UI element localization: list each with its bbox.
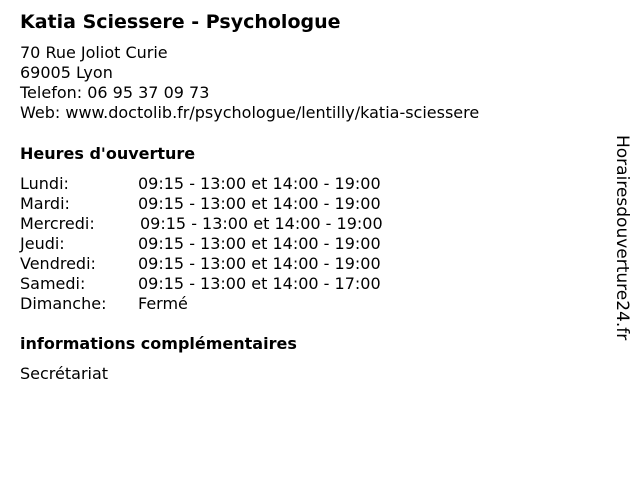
day-label: Jeudi: [20, 234, 65, 253]
site-watermark: Horairesdouverture24.fr [612, 135, 632, 341]
hours-row-friday [20, 254, 440, 274]
website-link[interactable]: Web: www.doctolib.fr/psychologue/lentilly/katia-sciessere [20, 103, 480, 122]
additional-info-heading: informations complémentaires [20, 334, 297, 353]
hours-row-thursday [20, 234, 440, 254]
opening-hours-table [20, 174, 440, 314]
additional-info-text: Secrétariat [20, 364, 109, 383]
hours-row-tuesday [20, 194, 440, 214]
time-value: 09:15 - 13:00 et 14:00 - 17:00 [138, 274, 381, 293]
street-address: 70 Rue Joliot Curie [20, 43, 168, 62]
phone-number: Telefon: 06 95 37 09 73 [20, 83, 210, 102]
time-value: 09:15 - 13:00 et 14:00 - 19:00 [138, 234, 381, 253]
day-label: Samedi: [20, 274, 86, 293]
day-label: Mercredi: [20, 214, 95, 233]
city-postcode: 69005 Lyon [20, 63, 113, 82]
time-value: Fermé [138, 294, 188, 313]
opening-hours-heading: Heures d'ouverture [20, 144, 196, 163]
hours-row-sunday [20, 294, 440, 314]
time-value: 09:15 - 13:00 et 14:00 - 19:00 [138, 194, 381, 213]
day-label: Vendredi: [20, 254, 96, 273]
hours-row-wednesday [20, 214, 440, 234]
contact-info [20, 43, 479, 123]
time-value: 09:15 - 13:00 et 14:00 - 19:00 [138, 254, 381, 273]
time-value: 09:15 - 13:00 et 14:00 - 19:00 [140, 214, 383, 233]
page-title: Katia Sciessere - Psychologue [20, 11, 341, 33]
hours-row-monday [20, 174, 440, 194]
time-value: 09:15 - 13:00 et 14:00 - 19:00 [138, 174, 381, 193]
day-label: Mardi: [20, 194, 70, 213]
day-label: Lundi: [20, 174, 69, 193]
day-label: Dimanche: [20, 294, 107, 313]
hours-row-saturday [20, 274, 440, 294]
